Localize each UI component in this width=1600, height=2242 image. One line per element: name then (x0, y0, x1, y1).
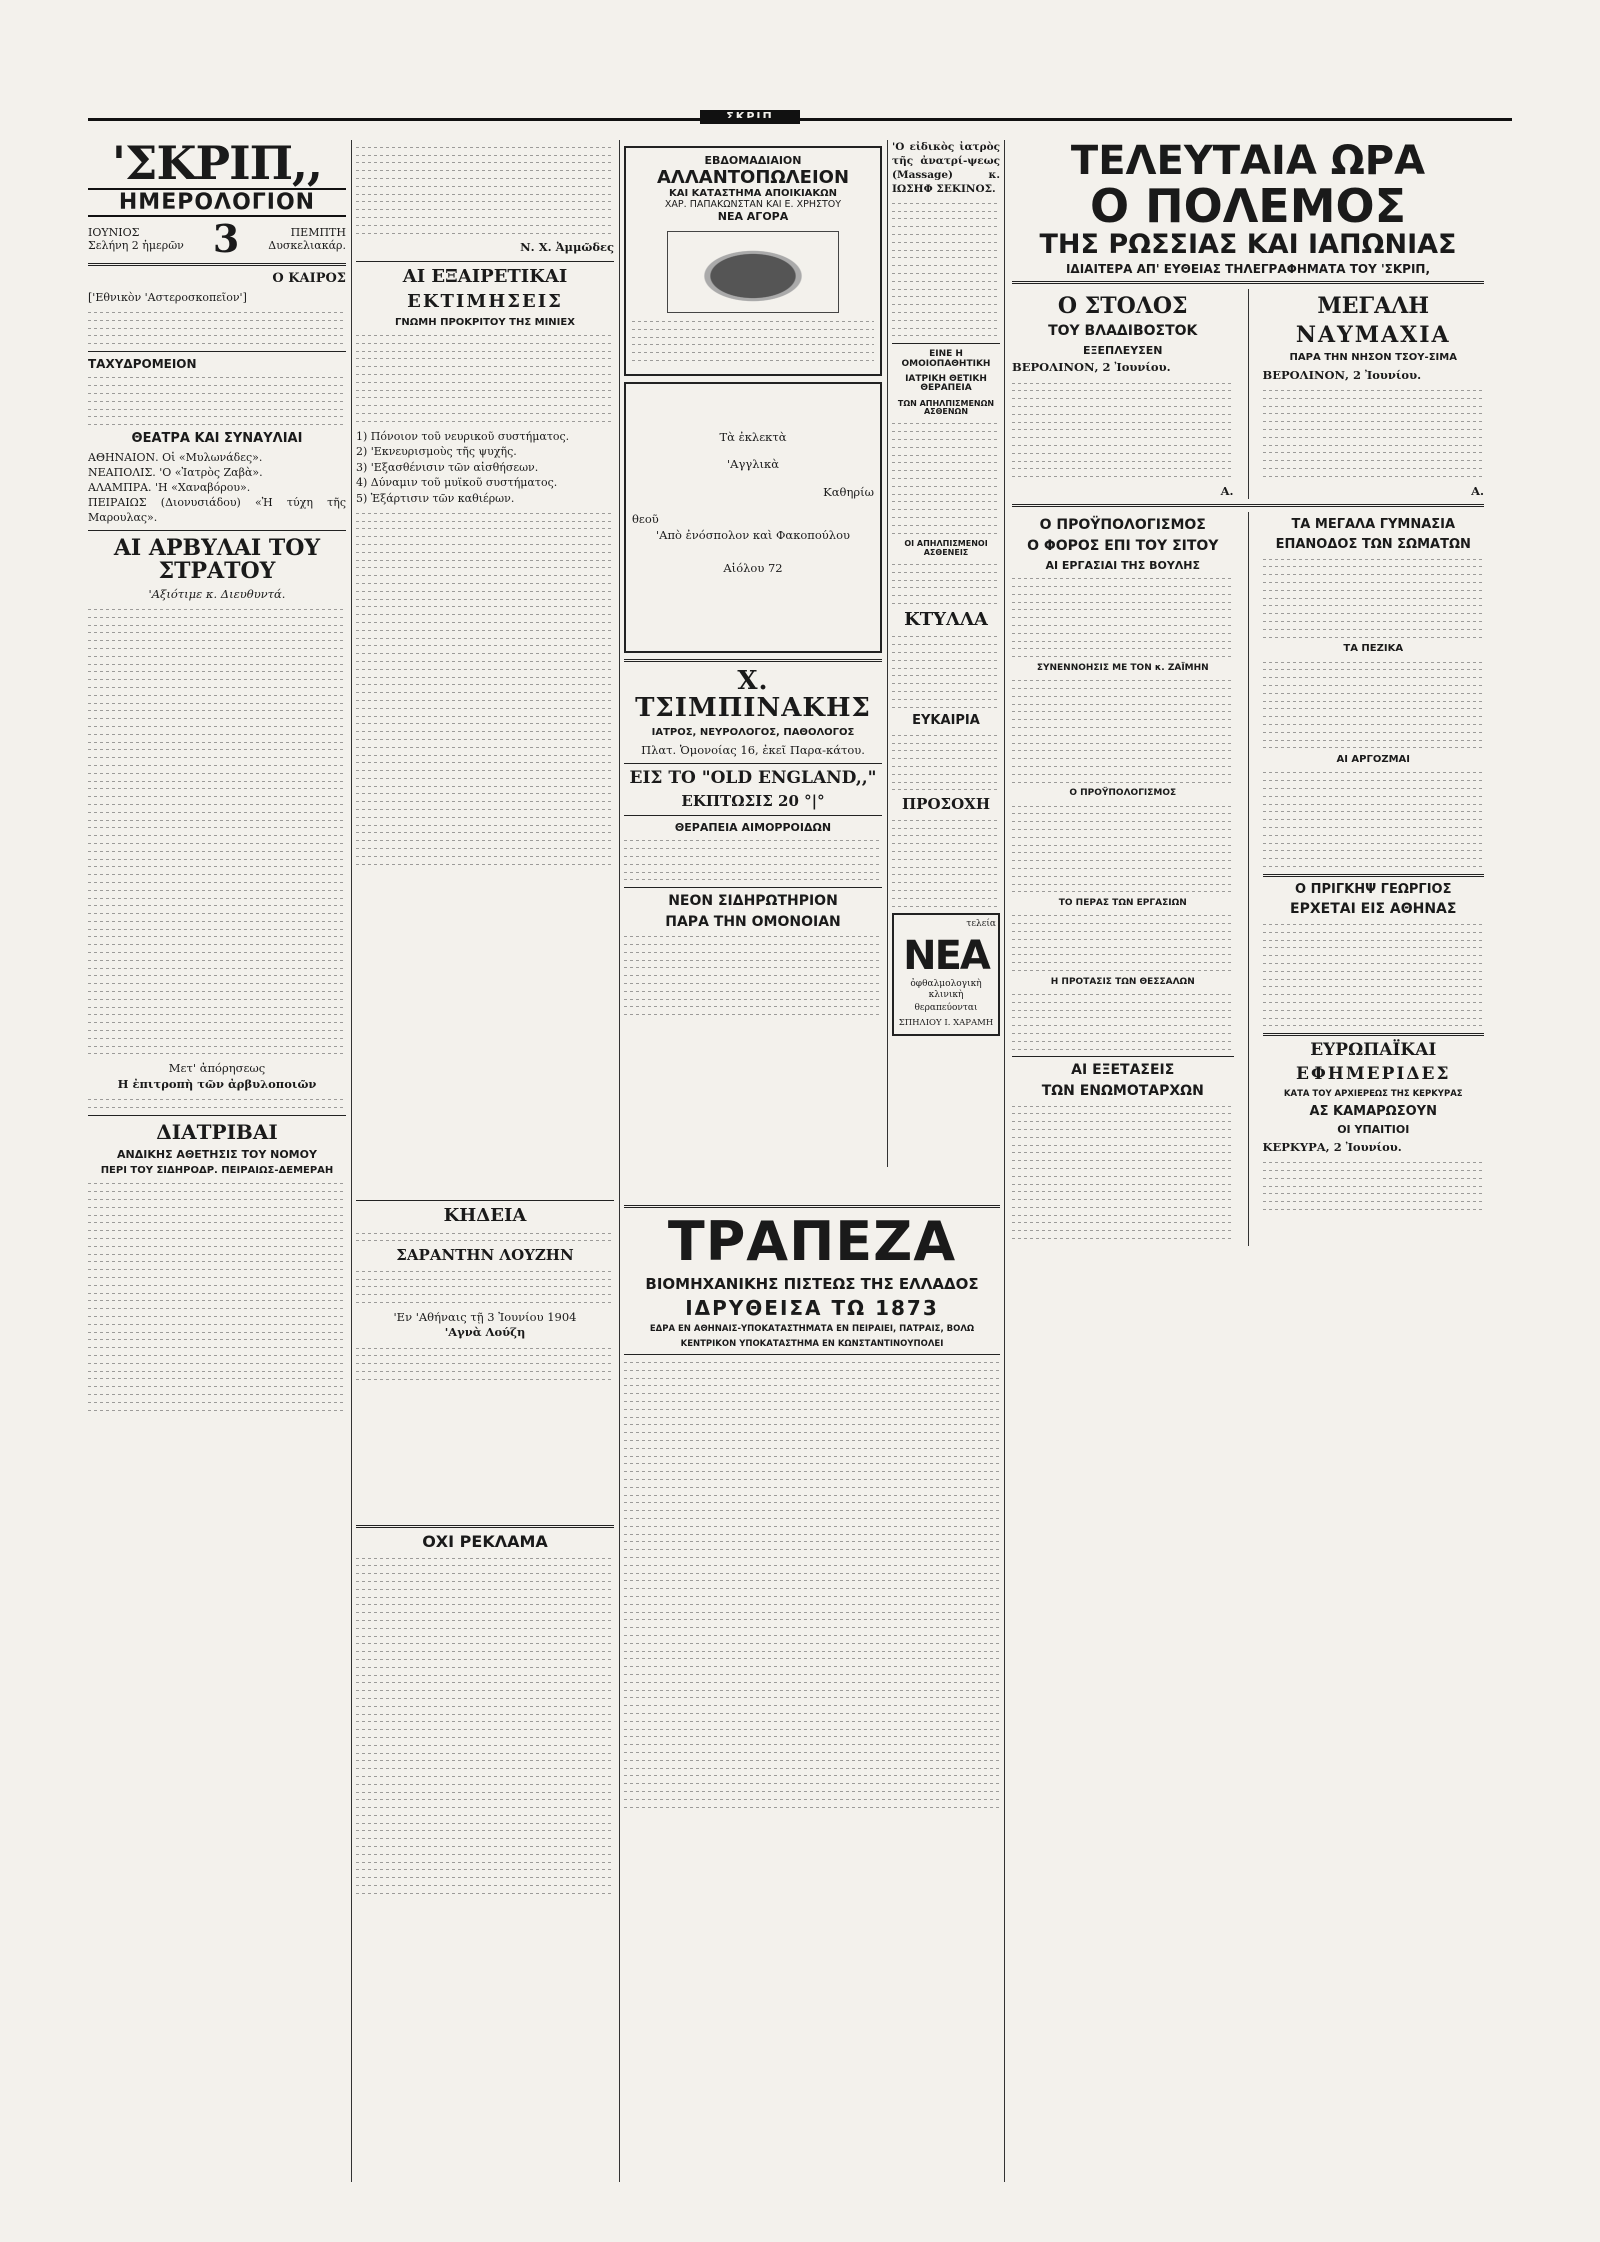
column-2 (356, 140, 614, 1362)
homeopathy-text-2 (892, 564, 1000, 604)
naval-battle-heading-2: ΝΑΥΜΑΧΙΑ (1295, 322, 1451, 349)
eukairia-text (892, 735, 1000, 791)
diatrivai-subheading-2: ΠΕΡΙ ΤΟΥ ΣΙΔΗΡΟΔΡ. ΠΕΙΡΑΙΩΣ-ΔΕΜΕΡΑΗ (100, 1165, 334, 1177)
army-text (88, 609, 346, 1054)
nea-top: τελεία (966, 919, 996, 930)
tsimpinakis-address: Πλατ. Ὁμονοίας 16, ἐκεῖ Παρα-κάτου. (641, 742, 865, 757)
oxi-reklama-block (356, 1520, 614, 1901)
nea-title: ΝΕΑ (903, 932, 989, 979)
europe-dateline: ΚΕΡΚΥΡΑ, 2 Ἰουνίου. (1262, 1139, 1402, 1154)
budget-sub-2: ΣΥΝΕΝΝΟΗΣΙΣ ΜΕ ΤΟΝ κ. ΖΑΪΜΗΝ (1036, 662, 1209, 673)
gym-sub-2: ΑΙ ΑΡΓΟΖΜΑΙ (1336, 754, 1411, 766)
budget-text-2 (1012, 680, 1234, 782)
naval-battle-dateline: ΒΕΡΟΛΙΝΟΝ, 2 Ἰουνίου. (1262, 367, 1422, 382)
masthead-sunset: Δυσκελιακάρ. (268, 239, 346, 252)
nea-treated: θεραπεύονται (914, 1002, 978, 1013)
khedeia-widow: 'Αγνὰ Λούζη (444, 1325, 526, 1340)
vladivostok-sign: Α. (1220, 483, 1234, 498)
khedeia-heading: ΚΗΔΕΙΑ (443, 1205, 527, 1226)
sausage-shop-ad (624, 146, 882, 376)
hemorrhoid-heading: ΘΕΡΑΠΕΙΑ ΑΙΜΟΡΡΟΙΔΩΝ (674, 820, 832, 834)
budget-heading-2: Ο ΦΟΡΟΣ ΕΠΙ ΤΟΥ ΣΙΤΟΥ (1027, 538, 1219, 555)
naval-battle-sub: ΠΑΡΑ ΤΗΝ ΝΗΣΟΝ ΤΣΟΥ-ΣΙΜΑ (1289, 352, 1457, 364)
weather-text (88, 312, 346, 344)
excellent-heading: ΑΙ ΕΞΑΙΡΕΤΙΚΑΙ (402, 265, 568, 287)
diatrivai-subheading: ΑΝΔΙΚΗΣ ΑΘΕΤΗΣΙΣ ΤΟΥ ΝΟΜΟΥ (117, 1147, 317, 1161)
masthead-month: ΙΟΥΝΙΟΣ (88, 226, 140, 239)
diatrivai-text (88, 1183, 346, 1410)
budget-column (1012, 512, 1234, 1245)
europe-sub: ΚΑΤΑ ΤΟΥ ΑΡΧΙΕΡΕΩΣ ΤΗΣ ΚΕΡΚΥΡΑΣ (1283, 1088, 1463, 1099)
khedeia-name: ΣΑΡΑΝΤΗΝ ΛΟΥΖΗΝ (396, 1246, 574, 1265)
gym-text (1263, 559, 1485, 638)
vladivostok-sub: ΕΞΕΠΛΕΥΣΕΝ (1083, 343, 1163, 357)
europe-sub-3: ΟΙ ΥΠΑΙΤΙΟΙ (1337, 1123, 1410, 1137)
excellent-heading-2: ΕΚΤΙΜΗΣΕΙΣ (407, 290, 563, 312)
column-divider (1004, 140, 1005, 1167)
masthead-date-row (88, 216, 346, 261)
list-item: 2) 'Εκνευρισμοὺς τῆς ψυχῆς. (356, 445, 517, 458)
masthead-subtitle: ΗΜΕΡΟΛΟΓΙΟΝ (88, 188, 346, 217)
masthead-day-number: 3 (212, 216, 240, 261)
cloth-line: θεοῦ (632, 512, 659, 527)
prince-heading-2: ΕΡΧΕΤΑΙ ΕΙΣ ΑΘΗΝΑΣ (1290, 901, 1457, 918)
homeopathy-heading: ΕΙΝΕ Η ΟΜΟΙΟΠΑΘΗΤΙΚΗ (901, 349, 991, 369)
weather-heading: Ο ΚΑΙΡΟΣ (272, 271, 346, 286)
sausage-ad-text (632, 321, 874, 361)
nea-doctor: ΣΠΗΛΙΟΥ Ι. ΧΑΡΑΜΗ (898, 1018, 994, 1029)
war-news-left (1012, 289, 1234, 499)
masthead-title: 'ΣΚΡΙΠ,, (111, 140, 323, 190)
vladivostok-heading: Ο ΣΤΟΛΟΣ (1057, 292, 1188, 319)
english-cloth-ad (624, 382, 882, 653)
banner-last-hour: ΤΕΛΕΥΤΑΙΑ ΩΡΑ (1070, 138, 1426, 184)
banner-war: Ο ΠΟΛΕΜΟΣ (1089, 179, 1407, 233)
column-divider (619, 1167, 620, 2182)
weather-source: ['Εθνικὸν 'Αστεροσκοπεῖον'] (88, 290, 247, 304)
sausage-ad-sub: ΚΑΙ ΚΑΤΑΣΤΗΜΑ ΑΠΟΙΚΙΑΚΩΝ (668, 188, 838, 199)
gym-heading-2: ΕΠΑΝΟΔΟΣ ΤΩΝ ΣΩΜΑΤΩΝ (1275, 537, 1471, 553)
column-divider (351, 140, 352, 2182)
exams-heading: ΑΙ ΕΞΕΤΑΣΕΙΣ (1071, 1062, 1175, 1079)
masthead-weekday: ΠΕΜΠΤΗ (290, 226, 346, 239)
cloth-line: Τὰ ἐκλεκτὰ (719, 429, 787, 444)
bank-ad-block (624, 1200, 1000, 1814)
bank-subtitle: ΒΙΟΜΗΧΑΝΙΚΗΣ ΠΙΣΤΕΩΣ ΤΗΣ ΕΛΛΑΔΟΣ (645, 1274, 979, 1293)
khedeia-text (356, 1271, 614, 1303)
war-news-right (1263, 289, 1485, 499)
budget-text-4 (1012, 915, 1234, 971)
theatre-line: ΑΛΑΜΠΡΑ. 'Η «Χαναβόρου». (88, 480, 251, 494)
prosoxi-text (892, 820, 1000, 907)
vladivostok-text (1012, 383, 1234, 478)
eukairia-heading: ΕΥΚΑΙΡΙΑ (912, 713, 980, 729)
budget-text-5 (1012, 994, 1234, 1050)
column-5 (1012, 140, 1484, 1246)
budget-sub-5: Η ΠΡΟΤΑΣΙΣ ΤΩΝ ΘΕΣΣΑΛΩΝ (1050, 976, 1195, 987)
tsimpinakis-profession: ΙΑΤΡΟΣ, ΝΕΥΡΟΛΟΓΟΣ, ΠΑΘΟΛΟΓΟΣ (651, 727, 855, 739)
cloth-line: Αἰόλου 72 (723, 561, 783, 576)
nea-clinic-ad (892, 913, 1000, 1036)
army-sign-names (88, 1099, 346, 1108)
diatrivai-heading: ΔΙΑΤΡΙΒΑΙ (156, 1119, 278, 1144)
col2-author: Ν. Χ. Ἀμμῶδες (520, 240, 614, 255)
list-item: 3) 'Εξασθένισιν τῶν αἰσθήσεων. (356, 460, 539, 474)
col2-intro-text (356, 147, 614, 234)
homeopathy-heading-2: ΙΑΤΡΙΚΗ ΘΕΤΙΚΗ ΘΕΡΑΠΕΙΑ (905, 374, 987, 394)
tsimpinakis-name: Χ. ΤΣΙΜΠΙΝΑΚΗΣ (635, 665, 871, 724)
list-item: 5) Ἐξάρτισιν τῶν καθιέρων. (356, 491, 515, 505)
column-divider (619, 140, 620, 1167)
war-news (1012, 289, 1484, 499)
budget-text-3 (1012, 806, 1234, 893)
discount-heading: ΕΚΠΤΩΣΙΣ 20 °|° (681, 792, 825, 811)
theatre-line: ΝΕΑΠΟΛΙΣ. 'Ο «Ἰατρὸς Ζαβὰ». (88, 465, 263, 479)
column-4 (892, 140, 1000, 1167)
europe-text (1263, 1162, 1485, 1210)
excellent-text (356, 335, 614, 422)
khedeia-intro (356, 1233, 614, 1242)
masthead (88, 140, 346, 261)
prince-heading: Ο ΠΡΙΓΚΗΨ ΓΕΩΡΓΙΟΣ (1295, 881, 1452, 897)
theatre-line: ΠΕΙΡΑΙΩΣ (Διονυσιάδου) «Ἡ τύχη τῆς Μαρουλας». (88, 495, 346, 524)
prosoxi-heading: ΠΡΟΣΟΧΗ (902, 795, 990, 814)
excellent-text-2 (356, 513, 614, 865)
army-sign: Μετ' ἀπόρησεως (168, 1061, 266, 1076)
army-sign-committee: Η ἐπιτροπὴ τῶν ἀρβυλοποιῶν (117, 1076, 317, 1091)
hemorrhoid-text (624, 840, 882, 880)
old-england-heading: ΕΙΣ ΤΟ "OLD ENGLAND,," (629, 768, 877, 789)
bank-title: ΤΡΑΠΕΖΑ (667, 1210, 957, 1273)
post-heading: ΤΑΧΥΔΡΟΜΕΙΟΝ (88, 356, 197, 371)
bank-central: ΚΕΝΤΡΙΚΟΝ ΥΠΟΚΑΤΑΣΤΗΜΑ ΕΝ ΚΩΝΣΤΑΝΤΙΝΟΥΠΟΛΕΙ (680, 1339, 944, 1350)
exams-heading-2: ΤΩΝ ΕΝΩΜΟΤΑΡΧΩΝ (1041, 1083, 1204, 1100)
oxi-reklama-heading: ΟΧΙ ΡΕΚΛΑΜΑ (422, 1532, 548, 1551)
cloth-line: 'Απὸ ἐνόσπολον καὶ Φακοπούλου (656, 527, 850, 542)
subcolumn-divider (1248, 512, 1249, 1245)
pig-illustration (667, 231, 839, 313)
ktylla-text (892, 636, 1000, 707)
exams-text (1012, 1106, 1234, 1240)
excellent-subheading: ΓΝΩΜΗ ΠΡΟΚΡΙΤΟΥ ΤΗΣ ΜΙΝΙΕΧ (395, 316, 575, 328)
gym-text-2 (1263, 662, 1485, 749)
army-salutation: 'Αξιότιμε κ. Διευθυντά. (148, 586, 286, 601)
oxi-reklama-text (356, 1558, 614, 1894)
sausage-ad-weekly: ΕΒΔΟΜΑΔΙΑΙΟΝ (704, 154, 802, 167)
bank-founded: ΙΔΡΥΘΕΙΣΑ ΤΩ 1873 (685, 1296, 939, 1321)
sausage-ad-title: ΑΛΛΑΝΤΟΠΩΛΕΙΟΝ (656, 167, 850, 188)
army-heading: ΑΙ ΑΡΒΥΛΑΙ ΤΟΥ ΣΤΡΑΤΟΥ (113, 534, 321, 584)
budget-sub: ΑΙ ΕΡΓΑΣΙΑΙ ΤΗΣ ΒΟΥΛΗΣ (1045, 558, 1201, 572)
column-1 (88, 140, 346, 2182)
column-3 (624, 140, 882, 1167)
lower-news (1012, 512, 1484, 1245)
khedeia-relatives (356, 1348, 614, 1380)
theatre-heading: ΘΕΑΤΡΑ ΚΑΙ ΣΥΝΑΥΛΙΑΙ (131, 430, 303, 446)
homeopathy-sub: ΤΩΝ ΑΠΗΛΠΙΣΜΕΝΩΝ ΑΣΘΕΝΩΝ (897, 398, 995, 417)
prince-text (1263, 924, 1485, 1026)
top-masthead-small: ΣΚΡΙΠ (700, 110, 800, 124)
gym-text-3 (1263, 772, 1485, 867)
europe-heading: ΕΥΡΩΠΑΪΚΑΙ (1310, 1040, 1437, 1061)
top-rule (88, 118, 1512, 121)
ironing-subheading: ΠΑΡΑ ΤΗΝ ΟΜΟΝΟΙΑΝ (665, 913, 841, 930)
homeopathy-text (892, 423, 1000, 533)
subcolumn-divider (1248, 289, 1249, 499)
sausage-ad-names: ΧΑΡ. ΠΑΠΑΚΩΝΣΤΑΝ ΚΑΙ Ε. ΧΡΗΣΤΟΥ (664, 199, 842, 210)
masthead-moon: Σελήνη 2 ἡμερῶν (88, 239, 184, 252)
cloth-line: Καθηρίω (823, 484, 874, 499)
sausage-ad-place: ΝΕΑ ΑΓΟΡΑ (717, 210, 789, 223)
naval-battle-heading: ΜΕΓΑΛΗ (1317, 292, 1430, 319)
list-item: 1) Πόνοιον τοῦ νευρικοῦ συστήματος. (356, 429, 570, 443)
vladivostok-heading-2: ΤΟΥ ΒΛΑΔΙΒΟΣΤΟΚ (1048, 323, 1198, 340)
ktylla-heading: ΚΤΥΛΛΑ (904, 608, 988, 630)
cloth-line: 'Αγγλικὰ (727, 457, 779, 472)
budget-heading: Ο ΠΡΟΫΠΟΛΟΓΙΣΜΟΣ (1039, 517, 1206, 534)
budget-text (1012, 578, 1234, 657)
banner-russia-japan: ΤΗΣ ΡΩΣΣΙΑΣ ΚΑΙ ΙΑΠΩΝΙΑΣ (1039, 229, 1457, 261)
gym-sub: ΤΑ ΠΕΖΙΚΑ (1343, 643, 1404, 655)
budget-sub-3: Ο ΠΡΟΫΠΟΛΟΓΙΣΜΟΣ (1069, 788, 1177, 799)
bank-text (624, 1362, 1000, 1807)
post-text (88, 377, 346, 425)
gym-column (1263, 512, 1485, 1245)
massage-doctor: 'Ο εἰδικὸς ἰατρὸς τῆς ἀνατρί-ψεως (Massage) κ. ΙΩΣΗΦ ΣΕΚΙΝΟΣ. (892, 141, 1000, 195)
budget-sub-4: ΤΟ ΠΕΡΑΣ ΤΩΝ ΕΡΓΑΣΙΩΝ (1058, 898, 1187, 909)
excellent-list (356, 429, 614, 507)
column-divider (887, 140, 888, 1167)
naval-battle-text (1263, 390, 1485, 477)
column-2-lower (356, 1195, 614, 1387)
banner-telegrams: ΙΔΙΑΙΤΕΡΑ ΑΠ' ΕΥΘΕΙΑΣ ΤΗΛΕΓΡΑΦΗΜΑΤΑ ΤΟΥ 'ΣΚΡΙΠ, (1065, 261, 1431, 276)
gym-heading: ΤΑ ΜΕΓΑΛΑ ΓΥΜΝΑΣΙΑ (1291, 517, 1456, 533)
ironing-text (624, 936, 882, 1015)
vladivostok-dateline: ΒΕΡΟΛΙΝΟΝ, 2 Ἰουνίου. (1012, 360, 1171, 375)
homeopathy-sub-2: ΟΙ ΑΠΗΛΠΙΣΜΕΝΟΙ ΑΣΘΕΝΕΙΣ (904, 539, 988, 557)
europe-heading-2: ΕΦΗΜΕΡΙΔΕΣ (1295, 1063, 1451, 1084)
theatre-list (88, 450, 346, 525)
theatre-line: ΑΘΗΝΑΙΟΝ. Οἱ «Μυλωνάδες». (88, 450, 263, 464)
list-item: 4) Δύναμιν τοῦ μυϊκοῦ συστήματος. (356, 476, 558, 489)
bank-branches: ΕΔΡΑ ΕΝ ΑΘΗΝΑΙΣ-ΥΠΟΚΑΤΑΣΤΗΜΑΤΑ ΕΝ ΠΕΙΡΑΙΕΙ, ΠΑΤΡΑΙΣ, ΒΟΛΩ (649, 1324, 975, 1335)
naval-battle-sign: Α. (1471, 483, 1484, 498)
khedeia-date: 'Εν 'Αθήναις τῇ 3 Ἰουνίου 1904 (393, 1309, 577, 1324)
ironing-heading: ΝΕΟΝ ΣΙΔΗΡΩΤΗΡΙΟΝ (668, 893, 838, 910)
europe-sub-2: ΑΣ ΚΑΜΑΡΩΣΟΥΝ (1309, 1103, 1437, 1119)
nea-clinic: ὀφθαλμολογικὴ κλινικὴ (910, 978, 982, 1000)
massage-text (892, 203, 1000, 337)
